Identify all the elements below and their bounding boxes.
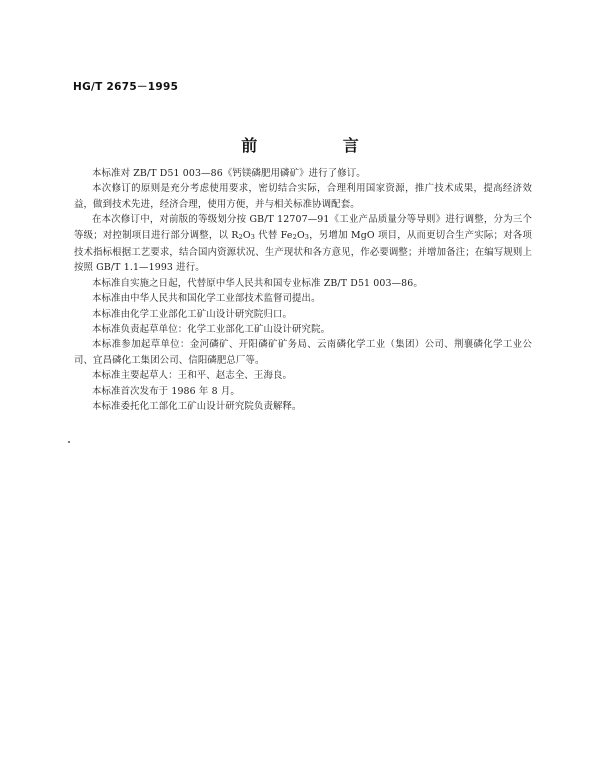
paragraph-lead-drafter: 本标准负责起草单位：化学工业部化工矿山设计研究院。 bbox=[92, 324, 331, 336]
paragraph-principle: 本次修订的原则是充分考虑使用要求，密切结合实际，合理利用国家资源，推广技术成果，提高经济效益，做到技术先进，经济合理，使用方便，并与相关标准协调配套。 bbox=[74, 183, 532, 210]
paragraph-first-issue: 本标准首次发布于 1986 年 8 月。 bbox=[92, 385, 240, 397]
foreword-body bbox=[74, 166, 532, 415]
scan-speck bbox=[68, 441, 70, 443]
page-title: 前 言 bbox=[241, 136, 399, 155]
subscript: 2 bbox=[292, 232, 297, 241]
paragraph-interpretation: 本标准委托化工部化工矿山设计研究院负责解释。 bbox=[92, 401, 302, 413]
paragraph-centralized: 本标准由化学工业部化工矿山设计研究院归口。 bbox=[92, 308, 293, 320]
paragraph-revision: 本标准对 ZB/T D51 003—86《钙镁磷肥用磷矿》进行了修订。 bbox=[92, 168, 366, 179]
paragraph-replaces: 本标准自实施之日起，代替原中华人民共和国专业标准 ZB/T D51 003—86。 bbox=[92, 277, 423, 289]
paragraph-proposer: 本标准由中华人民共和国化学工业部技术监督司提出。 bbox=[92, 293, 321, 305]
subscript: 3 bbox=[250, 232, 256, 241]
changes-text-1: 在本次修订中，对前版的等级划分按 GB/T 12707—91《工业产品质量分等导则》进行调整，分为三个等级；对控制项目进行部分调整，以 R bbox=[74, 214, 532, 241]
paragraph-drafters: 本标准主要起草人：王和平、赵志全、王海良。 bbox=[92, 370, 293, 382]
changes-text-2: O bbox=[242, 229, 251, 241]
changes-text-5: ，另增加 MgO 项目，从而更切合生产实际；对各项技术指标根据工艺要求，结合国内资源状况、生产现状和各方意见，作必要调整；并增加备注；在编写规则上按照 GB/T 1.1—1993 进行。 bbox=[74, 229, 532, 274]
changes-text-3: 代替 Fe bbox=[255, 229, 293, 241]
changes-text-4: O bbox=[296, 229, 305, 241]
paragraph-participants: 本标准参加起草单位：金河磷矿、开阳磷矿矿务局、云南磷化学工业（集团）公司、荆襄磷化学工业公司、宜昌磷化工集团公司、信阳磷肥总厂等。 bbox=[74, 339, 532, 366]
standard-code: HG/T 2675－1995 bbox=[73, 81, 179, 93]
subscript: 3 bbox=[304, 232, 310, 241]
subscript: 2 bbox=[238, 232, 243, 241]
paragraph-changes bbox=[74, 212, 532, 276]
